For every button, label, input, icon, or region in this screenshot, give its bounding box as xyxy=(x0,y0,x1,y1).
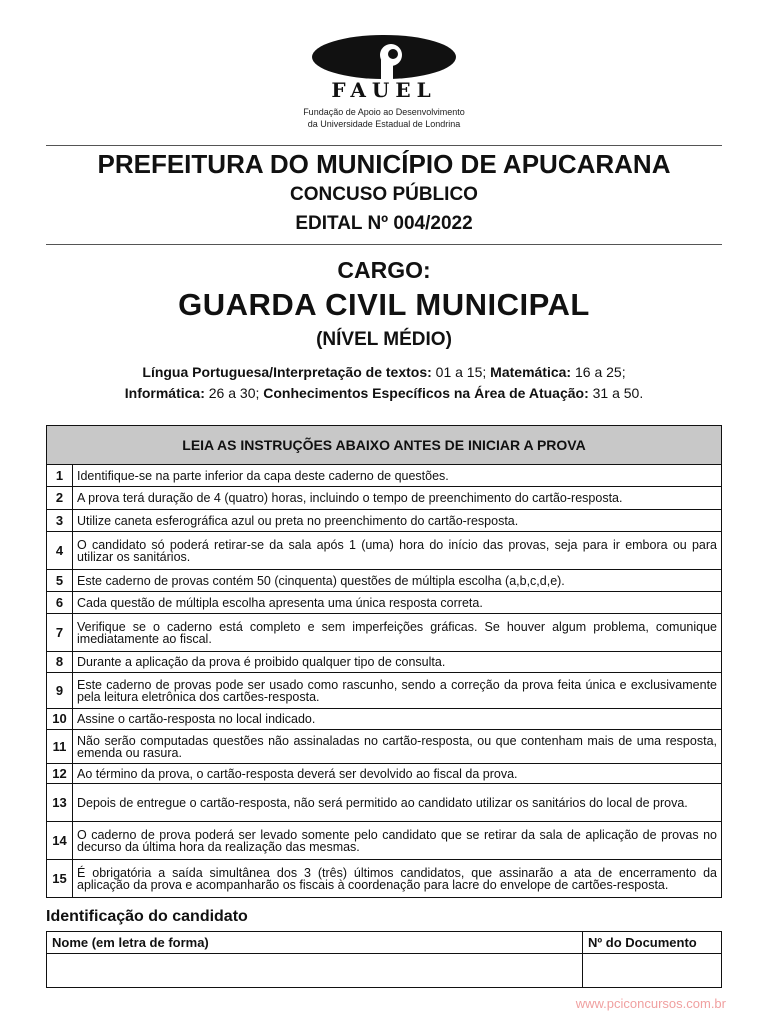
instruction-number: 10 xyxy=(47,709,73,730)
subject-label: Matemática: xyxy=(490,364,572,380)
edital-number: EDITAL Nº 004/2022 xyxy=(295,213,473,234)
instruction-row xyxy=(47,592,722,614)
source-watermark: www.pciconcursos.com.br xyxy=(575,996,726,1011)
instruction-number: 15 xyxy=(47,860,73,898)
instruction-number: 14 xyxy=(47,822,73,860)
instruction-number: 3 xyxy=(47,510,73,532)
instruction-number: 13 xyxy=(47,784,73,822)
instruction-row xyxy=(47,784,722,822)
instruction-row xyxy=(47,465,722,487)
subject-range: 31 a 50. xyxy=(592,385,644,401)
identification-table xyxy=(46,931,722,988)
logo-subtitle xyxy=(296,106,472,130)
identification-title: Identificação do candidato xyxy=(46,908,248,925)
instruction-row xyxy=(47,614,722,652)
instruction-text: É obrigatória a saída simultânea dos 3 (três) últimos candidatos, que assinarão a ata de encerramento da aplicação da prova e acompanharão os fiscais à coordenação para lacre do envelope de cartões-resposta. xyxy=(73,860,722,898)
instruction-text: Identifique-se na parte inferior da capa deste caderno de questões. xyxy=(73,465,722,487)
cargo-level: (NÍVEL MÉDIO) xyxy=(316,329,452,350)
identification-input-row xyxy=(47,954,722,988)
instruction-number: 5 xyxy=(47,570,73,592)
instructions-header: LEIA AS INSTRUÇÕES ABAIXO ANTES DE INICIAR A PROVA xyxy=(47,426,722,465)
instructions-header-row xyxy=(47,426,722,465)
instruction-text: Assine o cartão-resposta no local indicado. xyxy=(73,709,722,730)
logo-brand: FAUEL xyxy=(331,78,437,102)
instruction-number: 11 xyxy=(47,730,73,764)
instruction-row xyxy=(47,822,722,860)
instruction-text: Este caderno de provas contém 50 (cinquenta) questões de múltipla escolha (a,b,c,d,e). xyxy=(73,570,722,592)
instruction-text: Este caderno de provas pode ser usado como rascunho, sendo a correção da prova feita única e exclusivamente pela leitura eletrônica dos cartões-resposta. xyxy=(73,673,722,709)
divider xyxy=(46,145,722,146)
instruction-row xyxy=(47,652,722,673)
instruction-text: A prova terá duração de 4 (quatro) horas, incluindo o tempo de preenchimento do cartão-resposta. xyxy=(73,487,722,510)
instruction-number: 12 xyxy=(47,764,73,784)
subjects-line xyxy=(46,362,722,382)
subject-label: Língua Portuguesa/Interpretação de textos: xyxy=(142,364,432,380)
instruction-text: Durante a aplicação da prova é proibido qualquer tipo de consulta. xyxy=(73,652,722,673)
instruction-row xyxy=(47,709,722,730)
document-label: Nº do Documento xyxy=(583,932,722,954)
cargo-name: GUARDA CIVIL MUNICIPAL xyxy=(178,287,590,322)
instruction-row xyxy=(47,764,722,784)
instruction-number: 1 xyxy=(47,465,73,487)
subject-range: 01 a 15; xyxy=(435,364,487,380)
page-subtitle: CONCUSO PÚBLICO xyxy=(290,184,478,205)
subject-range: 26 a 30; xyxy=(208,385,260,401)
instruction-row xyxy=(47,570,722,592)
instruction-text: O caderno de prova poderá ser levado somente pelo candidato que se retirar da sala de aplicação de provas no decurso da última hora da realização das mesmas. xyxy=(73,822,722,860)
name-label: Nome (em letra de forma) xyxy=(47,932,583,954)
instruction-row xyxy=(47,860,722,898)
subjects-line xyxy=(46,383,722,403)
document-field[interactable] xyxy=(583,954,722,988)
instruction-number: 4 xyxy=(47,532,73,570)
instruction-row xyxy=(47,532,722,570)
instruction-text: O candidato só poderá retirar-se da sala após 1 (uma) hora do início das provas, seja para ir embora ou para utilizar os sanitários. xyxy=(73,532,722,570)
fauel-logo xyxy=(296,34,472,140)
instructions-table xyxy=(46,425,722,898)
subject-label: Conhecimentos Específicos na Área de Atuação: xyxy=(263,385,589,401)
name-field[interactable] xyxy=(47,954,583,988)
instruction-number: 7 xyxy=(47,614,73,652)
instruction-row xyxy=(47,487,722,510)
divider xyxy=(46,244,722,245)
fauel-emblem-icon xyxy=(309,34,459,80)
subject-range: 16 a 25; xyxy=(574,364,626,380)
instruction-text: Depois de entregue o cartão-resposta, não será permitido ao candidato utilizar os sanitários do local de prova. xyxy=(73,784,722,822)
page-title: PREFEITURA DO MUNICÍPIO DE APUCARANA xyxy=(97,149,671,179)
instruction-row xyxy=(47,673,722,709)
subject-label: Informática: xyxy=(124,385,205,401)
instruction-number: 6 xyxy=(47,592,73,614)
instruction-text: Verifique se o caderno está completo e sem imperfeições gráficas. Se houver algum problema, comunique imediatamente ao fiscal. xyxy=(73,614,722,652)
instruction-text: Ao término da prova, o cartão-resposta deverá ser devolvido ao fiscal da prova. xyxy=(73,764,722,784)
cargo-label: CARGO: xyxy=(337,257,431,283)
instruction-text: Cada questão de múltipla escolha apresenta uma única resposta correta. xyxy=(73,592,722,614)
instruction-number: 8 xyxy=(47,652,73,673)
logo-subtitle-line: Fundação de Apoio ao Desenvolvimento xyxy=(303,107,465,117)
instruction-number: 9 xyxy=(47,673,73,709)
instruction-row xyxy=(47,510,722,532)
instruction-row xyxy=(47,730,722,764)
logo-subtitle-line: da Universidade Estadual de Londrina xyxy=(307,119,461,129)
instruction-text: Não serão computadas questões não assinaladas no cartão-resposta, ou que contenham mais de uma resposta, emenda ou rasura. xyxy=(73,730,722,764)
instruction-text: Utilize caneta esferográfica azul ou preta no preenchimento do cartão-resposta. xyxy=(73,510,722,532)
identification-header-row xyxy=(47,932,722,954)
instruction-number: 2 xyxy=(47,487,73,510)
